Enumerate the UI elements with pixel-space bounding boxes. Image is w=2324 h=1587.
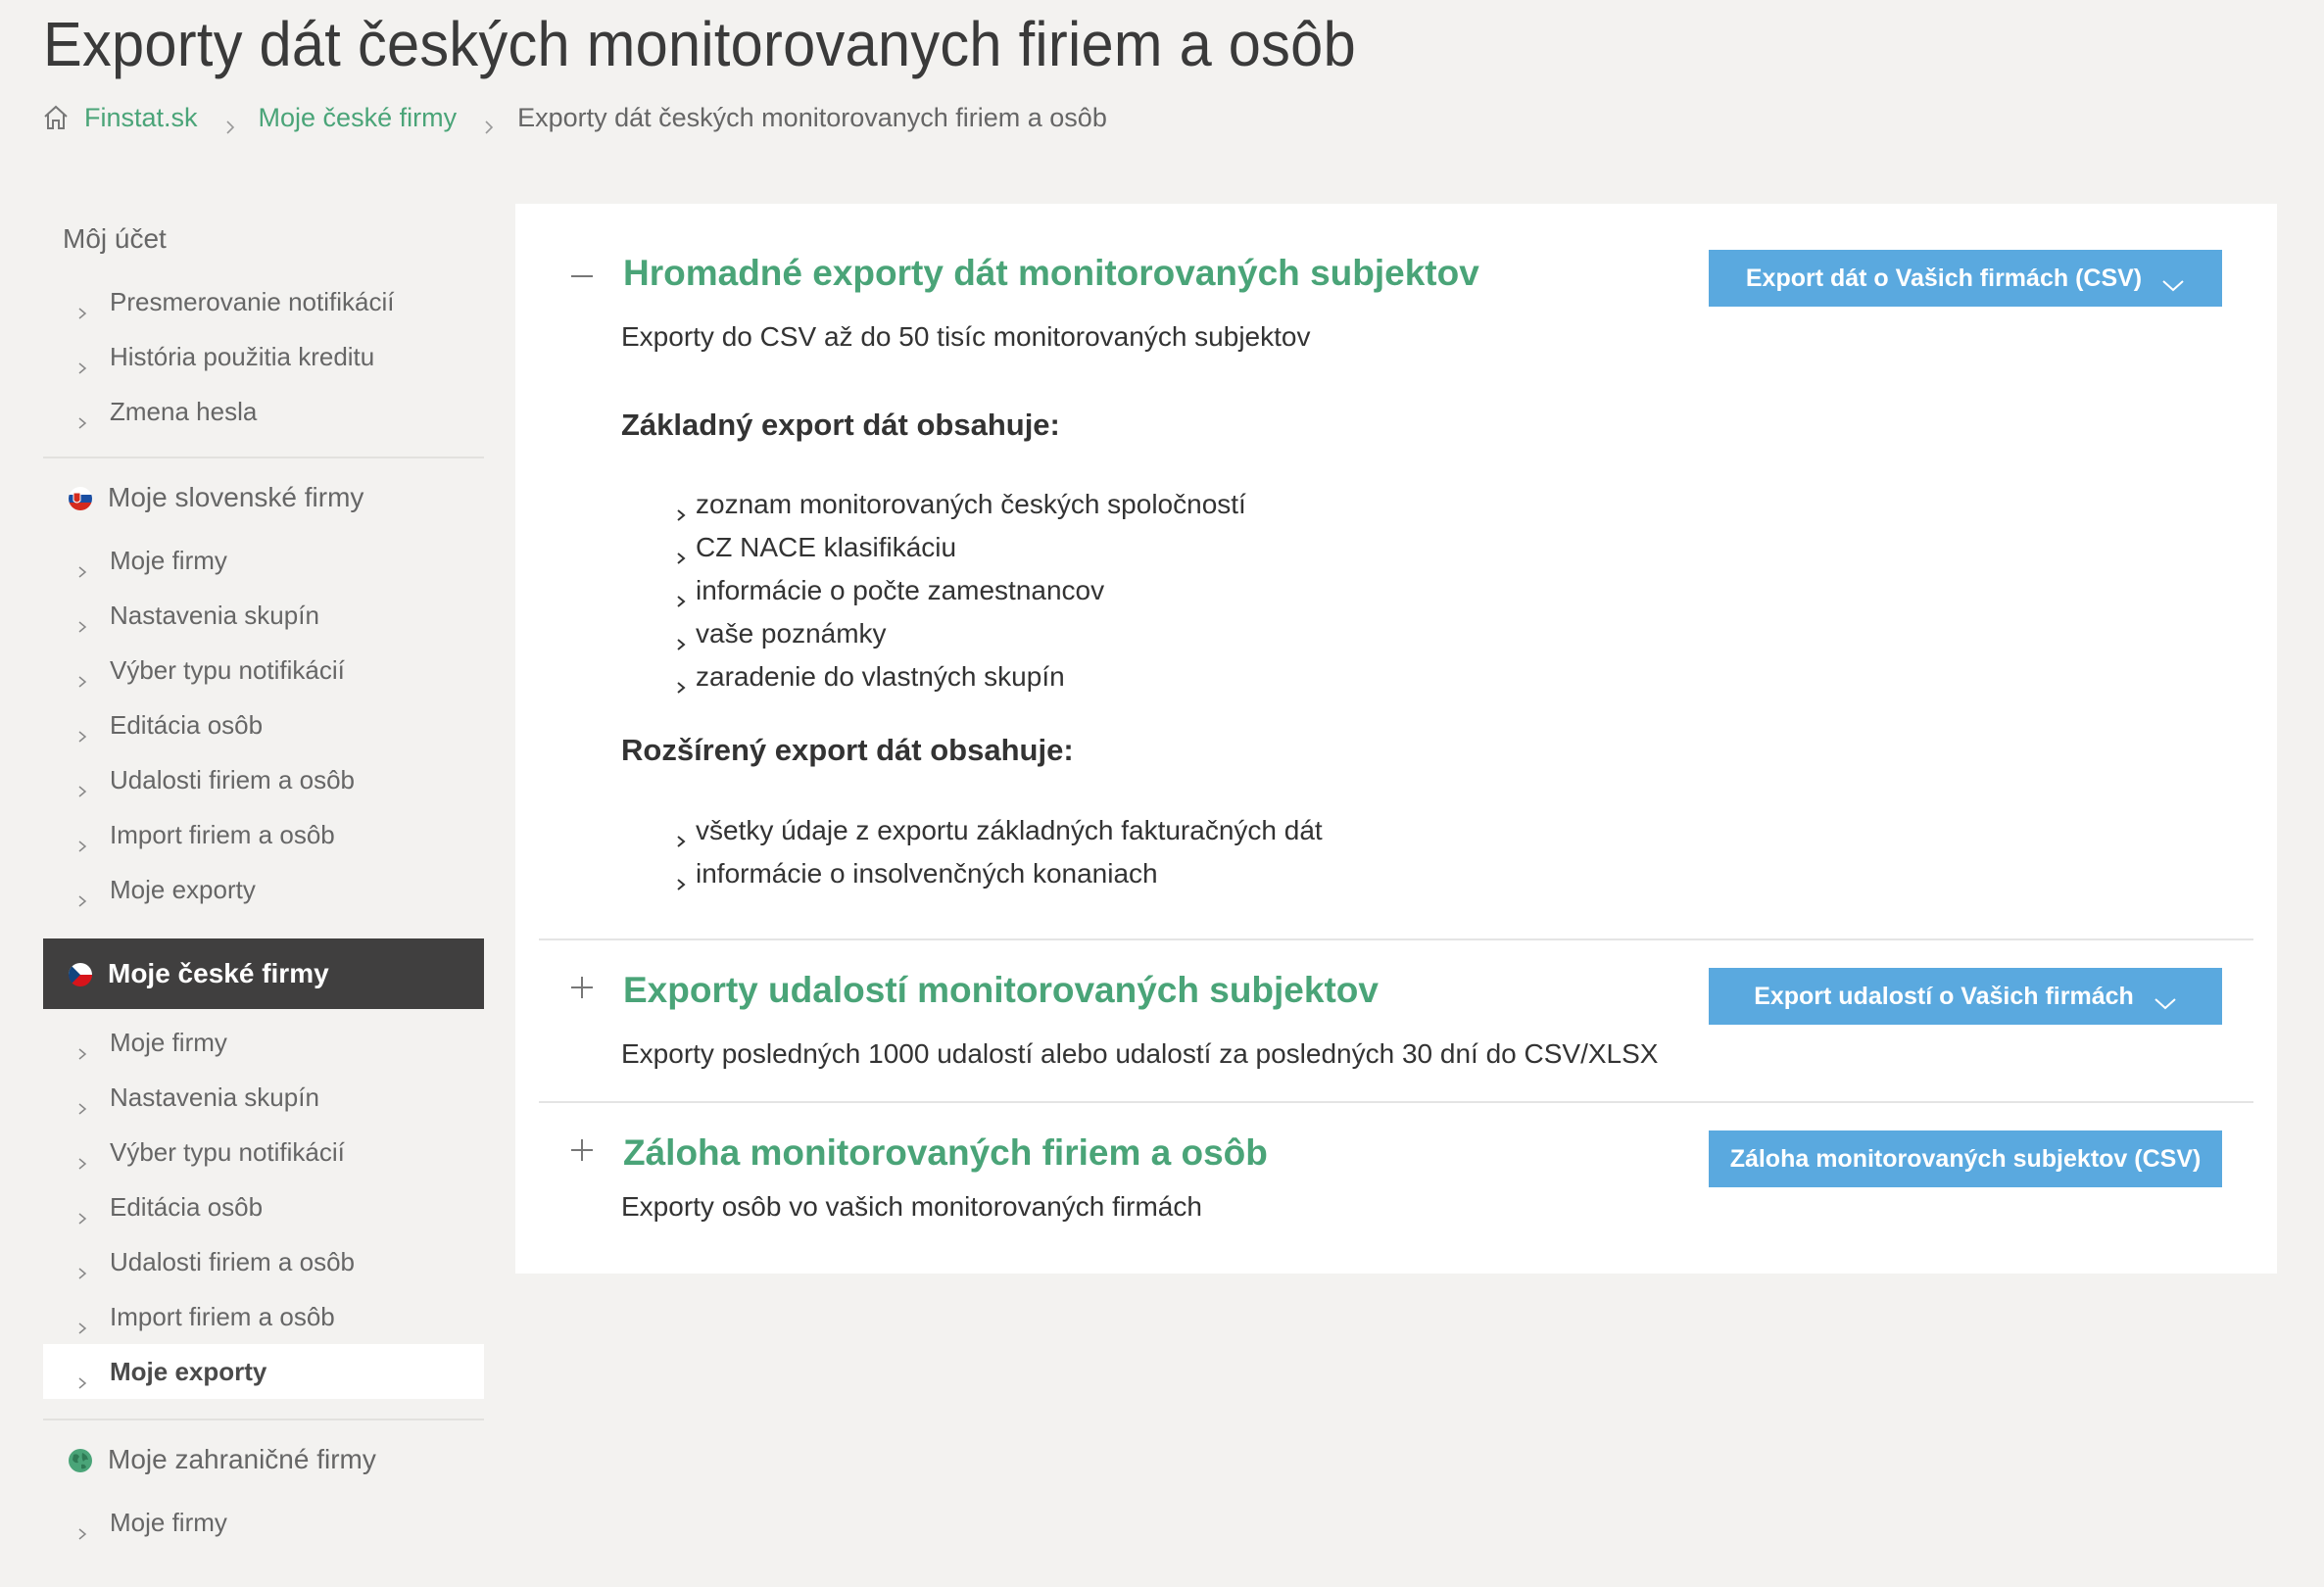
sidebar: [43, 204, 484, 1550]
chevron-right-icon: [676, 584, 686, 598]
sidebar-item-notification-redirect[interactable]: [43, 274, 484, 329]
section-title[interactable]: Záloha monitorovaných firiem a osôb: [623, 1132, 1268, 1173]
sidebar-item-label: Zmena hesla: [110, 396, 258, 426]
section-description: Exporty do CSV až do 50 tisíc monitorovaných subjektov: [621, 321, 1311, 352]
chevron-down-icon: [2161, 271, 2185, 285]
exports-panel: [515, 204, 2277, 1274]
list-item: [676, 569, 1246, 612]
sidebar-item-sk-notification-types[interactable]: [43, 643, 484, 697]
sidebar-item-sk-edit-persons[interactable]: [43, 697, 484, 752]
sidebar-item-label: Moje firmy: [110, 1027, 227, 1057]
sidebar-group-czech: [43, 1009, 484, 1399]
list-item: [676, 612, 1246, 655]
sidebar-item-cz-edit-persons[interactable]: [43, 1179, 484, 1234]
chevron-right-icon: [76, 296, 88, 308]
chevron-right-icon: [76, 609, 88, 621]
sidebar-item-sk-import[interactable]: [43, 807, 484, 862]
chevron-right-icon: [76, 1311, 88, 1322]
sidebar-item-label: Editácia osôb: [110, 709, 264, 740]
sidebar-item-change-password[interactable]: [43, 384, 484, 439]
list-item: [676, 809, 1323, 852]
sidebar-item-cz-group-settings[interactable]: [43, 1070, 484, 1125]
sidebar-heading-label: Moje slovenské firmy: [108, 482, 364, 512]
chevron-right-icon: [676, 498, 686, 511]
list-item-label: CZ NACE klasifikáciu: [696, 532, 957, 562]
chevron-right-icon: [76, 829, 88, 841]
sidebar-heading-czech[interactable]: [43, 938, 484, 1009]
plus-icon[interactable]: [570, 1138, 594, 1162]
sidebar-item-sk-group-settings[interactable]: [43, 588, 484, 643]
sidebar-item-label: Moje exporty: [110, 874, 256, 904]
sidebar-item-cz-import[interactable]: [43, 1289, 484, 1344]
sidebar-item-label: Nastavenia skupín: [110, 600, 319, 630]
list-item-label: vaše poznámky: [696, 618, 887, 649]
chevron-right-icon: [76, 1036, 88, 1048]
sidebar-group-foreign: [43, 1495, 484, 1550]
sidebar-heading-slovak[interactable]: [43, 462, 484, 533]
sidebar-item-credit-history[interactable]: [43, 329, 484, 384]
section-title[interactable]: Exporty udalostí monitorovaných subjektov: [623, 970, 1379, 1010]
sidebar-item-sk-events[interactable]: [43, 752, 484, 807]
button-label: Export dát o Vašich firmách (CSV): [1745, 264, 2143, 292]
chevron-right-icon: [76, 1516, 88, 1528]
section-description: Exporty osôb vo vašich monitorovaných firmách: [621, 1191, 1202, 1222]
breadcrumb: [41, 98, 1107, 137]
export-data-dropdown-button[interactable]: [1709, 250, 2222, 307]
chevron-right-icon: [76, 664, 88, 676]
chevron-right-icon: [76, 1091, 88, 1103]
globe-icon: [69, 1448, 92, 1471]
plus-icon[interactable]: [570, 976, 594, 999]
sidebar-item-sk-my-exports[interactable]: [43, 862, 484, 917]
section-bulk-exports: [515, 204, 2277, 938]
sidebar-item-cz-my-exports[interactable]: [43, 1344, 484, 1399]
sidebar-group-account: [43, 274, 484, 439]
chevron-right-icon: [676, 541, 686, 554]
sidebar-heading-account: Môj účet: [63, 223, 167, 254]
export-events-dropdown-button[interactable]: [1709, 968, 2222, 1025]
sidebar-item-cz-notification-types[interactable]: [43, 1125, 484, 1179]
chevron-right-icon: [76, 884, 88, 895]
sidebar-item-label: Výber typu notifikácií: [110, 654, 345, 685]
sidebar-item-cz-events[interactable]: [43, 1234, 484, 1289]
sidebar-heading-label: Moje české firmy: [108, 958, 329, 988]
sidebar-item-label: Moje exporty: [110, 1356, 267, 1386]
section-description: Exporty posledných 1000 udalostí alebo udalostí za posledných 30 dní do CSV/XLSX: [621, 1038, 1659, 1069]
extended-export-list: [676, 809, 1323, 895]
chevron-right-icon: [676, 867, 686, 881]
chevron-right-icon: [676, 627, 686, 641]
list-item: [676, 655, 1246, 698]
sidebar-item-label: Import firiem a osôb: [110, 1301, 335, 1331]
chevron-down-icon: [2154, 989, 2177, 1003]
page-title: Exporty dát českých monitorovanych firiem a osôb: [43, 9, 1356, 79]
list-item: [676, 852, 1323, 895]
sidebar-item-label: Import firiem a osôb: [110, 819, 335, 849]
sidebar-item-sk-my-firms[interactable]: [43, 533, 484, 588]
section-event-exports: [515, 940, 2277, 1101]
slovak-flag-icon: [69, 486, 92, 509]
section-title[interactable]: Hromadné exporty dát monitorovaných subjektov: [623, 253, 1479, 293]
button-label: Export udalostí o Vašich firmách: [1754, 982, 2134, 1010]
sidebar-group-slovak: [43, 533, 484, 917]
sidebar-item-foreign-my-firms[interactable]: [43, 1495, 484, 1550]
sidebar-item-label: História použitia kreditu: [110, 341, 375, 371]
chevron-right-icon: [76, 1201, 88, 1213]
basic-export-list: [676, 483, 1246, 698]
chevron-right-icon: [676, 824, 686, 838]
sidebar-divider: [43, 457, 484, 458]
sidebar-item-label: Udalosti firiem a osôb: [110, 764, 355, 794]
sidebar-item-label: Výber typu notifikácií: [110, 1136, 345, 1167]
backup-subjects-button[interactable]: [1709, 1130, 2222, 1187]
chevron-right-icon: [76, 406, 88, 417]
basic-export-heading: Základný export dát obsahuje:: [621, 408, 1060, 442]
sidebar-item-label: Moje firmy: [110, 545, 227, 575]
sidebar-item-label: Nastavenia skupín: [110, 1082, 319, 1112]
sidebar-item-label: Moje firmy: [110, 1507, 227, 1537]
breadcrumb-link-czech-firms[interactable]: Moje české firmy: [258, 102, 458, 132]
list-item-label: všetky údaje z exportu základných fakturačných dát: [696, 815, 1323, 845]
chevron-right-icon: [76, 719, 88, 731]
sidebar-item-label: Editácia osôb: [110, 1191, 264, 1222]
chevron-right-icon: [676, 670, 686, 684]
sidebar-heading-label: Moje zahraničné firmy: [108, 1444, 376, 1474]
list-item-label: informácie o počte zamestnancov: [696, 575, 1105, 605]
button-label: Záloha monitorovaných subjektov (CSV): [1729, 1144, 2202, 1173]
list-item: [676, 483, 1246, 526]
chevron-right-icon: [76, 351, 88, 362]
list-item-label: informácie o insolvenčných konaniach: [696, 858, 1158, 889]
sidebar-item-cz-my-firms[interactable]: [43, 1015, 484, 1070]
minus-icon[interactable]: [570, 264, 594, 288]
chevron-right-icon: [76, 1256, 88, 1268]
section-backup: [515, 1103, 2277, 1270]
chevron-right-icon: [223, 111, 237, 124]
sidebar-item-label: Udalosti firiem a osôb: [110, 1246, 355, 1276]
sidebar-divider: [43, 1419, 484, 1420]
chevron-right-icon: [76, 554, 88, 566]
breadcrumb-current: Exporty dát českých monitorovanych firiem a osôb: [517, 102, 1107, 132]
extended-export-heading: Rozšírený export dát obsahuje:: [621, 733, 1074, 767]
chevron-right-icon: [482, 111, 496, 124]
list-item-label: zoznam monitorovaných českých spoločností: [696, 489, 1246, 519]
chevron-right-icon: [76, 774, 88, 786]
sidebar-item-label: Presmerovanie notifikácií: [110, 286, 395, 316]
sidebar-heading-foreign[interactable]: [43, 1424, 484, 1495]
list-item: [676, 526, 1246, 569]
czech-flag-icon: [69, 962, 92, 986]
chevron-right-icon: [76, 1146, 88, 1158]
chevron-right-icon: [76, 1366, 88, 1377]
breadcrumb-link-finstat[interactable]: Finstat.sk: [84, 102, 198, 132]
list-item-label: zaradenie do vlastných skupín: [696, 661, 1065, 692]
home-icon[interactable]: [41, 103, 71, 132]
